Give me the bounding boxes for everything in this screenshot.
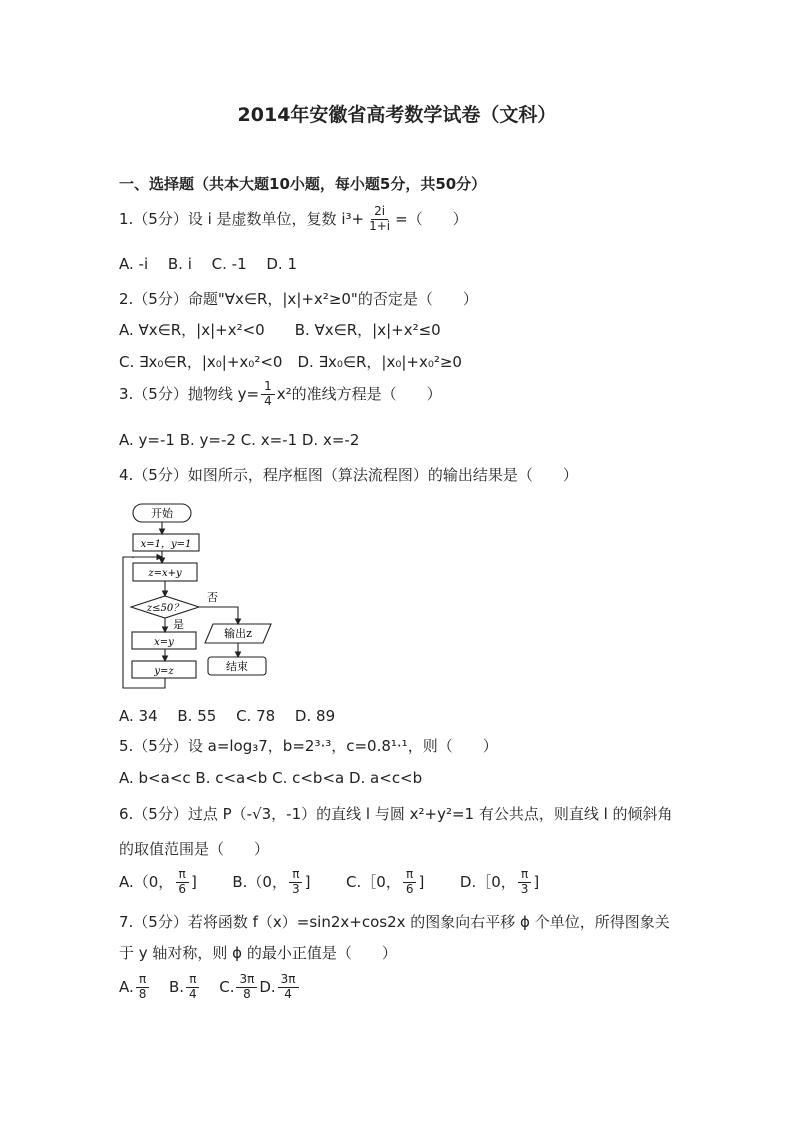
q1-fraction: $\frac{2i}{1+i}$ <box>369 204 391 233</box>
flow-no-label: 否 <box>207 591 218 604</box>
page-title: 2014年安徽省高考数学试卷（文科） <box>237 104 557 126</box>
flowchart <box>115 498 295 698</box>
question-6-line-2: 的取值范围是（ ） <box>119 840 270 858</box>
flow-start-label: 开始 <box>151 507 173 520</box>
section-heading: 一、选择题（共本大题10小题，每小题5分，共50分） <box>119 175 487 193</box>
q3-fraction: $\frac{1}{4}$ <box>261 380 275 409</box>
q2-options-ab: A. ∀x∈R，|x|+x²<0 B. ∀x∈R，|x|+x²≤0 <box>119 321 441 339</box>
question-7-line-1: 7.（5分）若将函数 f（x）=sin2x+cos2x 的图象向右平移 ϕ 个单位，所得图象关 <box>119 913 670 931</box>
flow-assign-x-label: x=y <box>154 637 174 648</box>
question-5: 5.（5分）设 a=log₃7，b=2³·³，c=0.8¹·¹，则（ ） <box>119 737 498 755</box>
flow-yes-label: 是 <box>173 618 184 631</box>
flow-output-label: 输出z <box>224 627 252 640</box>
q1-stem: 1.（5分）设 i 是虚数单位，复数 i³+ <box>119 209 365 228</box>
question-4: 4.（5分）如图所示，程序框图（算法流程图）的输出结果是（ ） <box>119 466 578 484</box>
flow-assign-z-label: z=x+y <box>148 568 182 579</box>
q5-options: A. b<a<c B. c<a<b C. c<b<a D. a<c<b <box>119 769 423 787</box>
question-2: 2.（5分）命题"∀x∈R，|x|+x²≥0"的否定是（ ） <box>119 290 478 308</box>
flow-init-label: x=1，y=1 <box>140 539 192 550</box>
flow-end-label: 结束 <box>226 660 248 673</box>
q1-options: A. -i B. i C. -1 D. 1 <box>119 255 298 273</box>
flow-condition-label: z≤50？ <box>146 603 184 614</box>
q7-options: A. $\frac{\pi}{8}$ B. $\frac{\pi}{4}$ C. $\frac{3\pi}{8}$ D. $\frac{3\pi}{4}$ <box>119 973 301 1002</box>
flow-assign-y-label: y=z <box>154 666 174 677</box>
question-6-line-1: 6.（5分）过点 P（-√3，-1）的直线 l 与圆 x²+y²=1 有公共点，则直线 l 的倾斜角 <box>119 805 673 823</box>
q6-options: A.（0， $\frac{\pi}{6}$ ] B.（0， $\frac{\pi}{3}$ ] C.［0， $\frac{\pi}{6}$ ] D.［0， $\frac{\pi}{3}$ ] <box>119 867 540 896</box>
q3-options: A. y=-1 B. y=-2 C. x=-1 D. x=-2 <box>119 431 360 449</box>
question-7-line-2: 于 y 轴对称，则 ϕ 的最小正值是（ ） <box>119 944 397 962</box>
question-1: 1.（5分）设 i 是虚数单位，复数 i³+ $\frac{2i}{1+i}$ =（ ） <box>119 204 468 233</box>
q2-options-cd: C. ∃x₀∈R，|x₀|+x₀²<0 D. ∃x₀∈R，|x₀|+x₀²≥0 <box>119 353 462 371</box>
q4-options: A. 34 B. 55 C. 78 D. 89 <box>119 707 336 725</box>
question-3: 3.（5分）抛物线 y= $\frac{1}{4}$ x²的准线方程是（ ） <box>119 379 442 408</box>
